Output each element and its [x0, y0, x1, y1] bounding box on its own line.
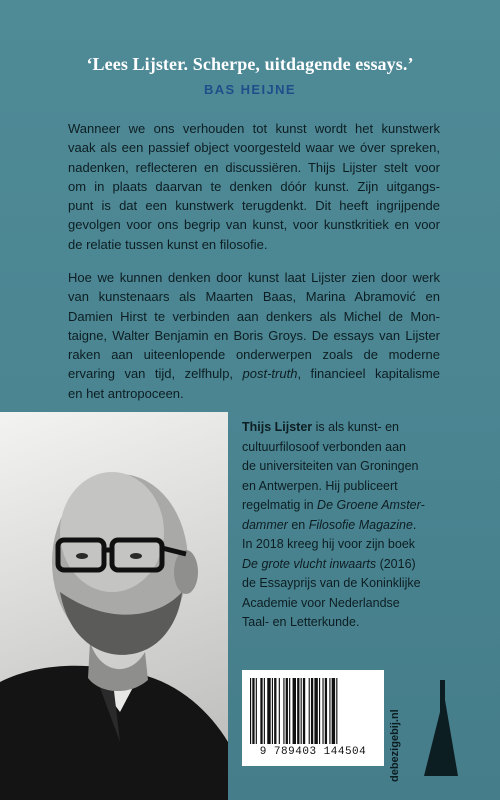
barcode-bar [283, 678, 284, 744]
text-line: Hoe we kunnen denken door kunst laat Lijster zien door werk [68, 270, 440, 285]
author-bio [242, 418, 452, 633]
publisher-url: debezigebij.nl [389, 709, 401, 782]
blurb-author: BAS HEIJNE [203, 82, 297, 97]
barcode-bar [256, 678, 257, 744]
barcode-bar [319, 678, 320, 744]
barcode-bar [314, 678, 317, 744]
italic-term: post-truth [242, 366, 298, 382]
barcode-bar [303, 678, 305, 744]
barcode-bar [329, 678, 330, 744]
barcode-bar [311, 678, 313, 744]
barcode-bar [286, 678, 288, 744]
barcode-bar [301, 678, 302, 744]
barcode-bar [336, 678, 337, 744]
barcode-bar [289, 678, 290, 744]
text-segment: (2016) [376, 556, 416, 571]
italic-title: Filosofie Magazine [308, 517, 413, 532]
bio-line: Taal- en Letterkunde. [242, 615, 360, 629]
author-portrait [0, 412, 228, 800]
barcode-bar [297, 678, 299, 744]
barcode-bar [260, 678, 262, 744]
text-segment: , financieel kapitalisme [297, 366, 440, 382]
barcode-bar [325, 678, 327, 744]
text-line: taigne, Walter Benjamin en Boris Groys. De essays van Lijster [68, 327, 440, 343]
text-segment: en [287, 517, 309, 532]
publisher-logo [420, 676, 460, 780]
bio-line [242, 418, 452, 438]
text-line [68, 364, 440, 383]
text-line: van kunstenaars als Maarten Baas, Marina Abramović en [68, 289, 440, 305]
text-line: Damien Hirst te verbinden aan denkers als Michel de Mon- [68, 308, 440, 324]
bio-line: cultuurfilosoof verbonden aan [242, 439, 407, 454]
description-paragraph-1 [68, 119, 440, 254]
bio-line: de Essayprijs van de Koninklijke [242, 576, 421, 590]
bio-line: Academie voor Nederlandse [242, 595, 400, 610]
barcode-bar [274, 678, 276, 744]
description-paragraph-2 [68, 268, 440, 403]
barcode-bars [248, 678, 378, 746]
barcode-bar [293, 678, 296, 744]
bio-line: en Antwerpen. Hij publiceert [242, 478, 398, 493]
text-line: raken aan uiteenlopende onderwerpen zoals de moderne [68, 347, 440, 363]
blurb-quote: ‘Lees Lijster. Scherpe, uitdagende essays.’ [86, 54, 414, 74]
barcode-bar [267, 678, 270, 744]
text-segment: ervaring van tijd, zelfhulp, [68, 366, 243, 382]
isbn-barcode [242, 670, 384, 766]
isbn-number: 9 789403 144504 [259, 746, 367, 758]
text-line: om in plaats daarvan te denken dóór kunst. Zijn uitgangs- [68, 178, 440, 194]
bio-line: In 2018 kreeg hij voor zijn boek [242, 537, 416, 551]
text-line: punt is dat een kunstwerk terugdenkt. Dit heeft ingrijpende [68, 198, 440, 214]
text-line: vaak als een passief object voorgesteld waar we óver spreken, [68, 140, 440, 156]
text-line: gevolgen voor ons begrip van kunst, voor kunstkritiek en voor [68, 217, 440, 233]
author-name: Thijs Lijster [242, 420, 313, 434]
barcode-bar [264, 678, 265, 744]
barcode-bar [309, 678, 310, 744]
text-line: Wanneer we ons verhouden tot kunst wordt het kunstwerk [68, 121, 440, 136]
text-segment: is als kunst- en [312, 420, 399, 434]
italic-title: dammer [242, 517, 288, 532]
text-line: en het antropoceen. [68, 385, 184, 401]
bio-line [242, 555, 452, 575]
barcode-bar [322, 678, 323, 744]
bio-line: de universiteiten van Groningen [242, 459, 419, 473]
bio-line [242, 496, 452, 516]
text-line: nadenken, reflecteren en discussiëren. Thijs Lijster stelt voor [68, 159, 440, 175]
text-segment: . [412, 517, 417, 532]
italic-title: De grote vlucht inwaarts [242, 556, 377, 571]
text-line: de relatie tussen kunst en filosofie. [68, 236, 268, 252]
barcode-bar [279, 678, 280, 744]
barcode-bar [272, 678, 273, 744]
bio-line [242, 516, 452, 536]
barcode-bar [252, 678, 254, 744]
barcode-bar [332, 678, 335, 744]
barcode-bar [250, 678, 251, 744]
text-segment: regelmatig in [242, 498, 318, 512]
italic-title: De Groene Amster- [317, 498, 425, 512]
portrait-illustration [0, 412, 228, 800]
